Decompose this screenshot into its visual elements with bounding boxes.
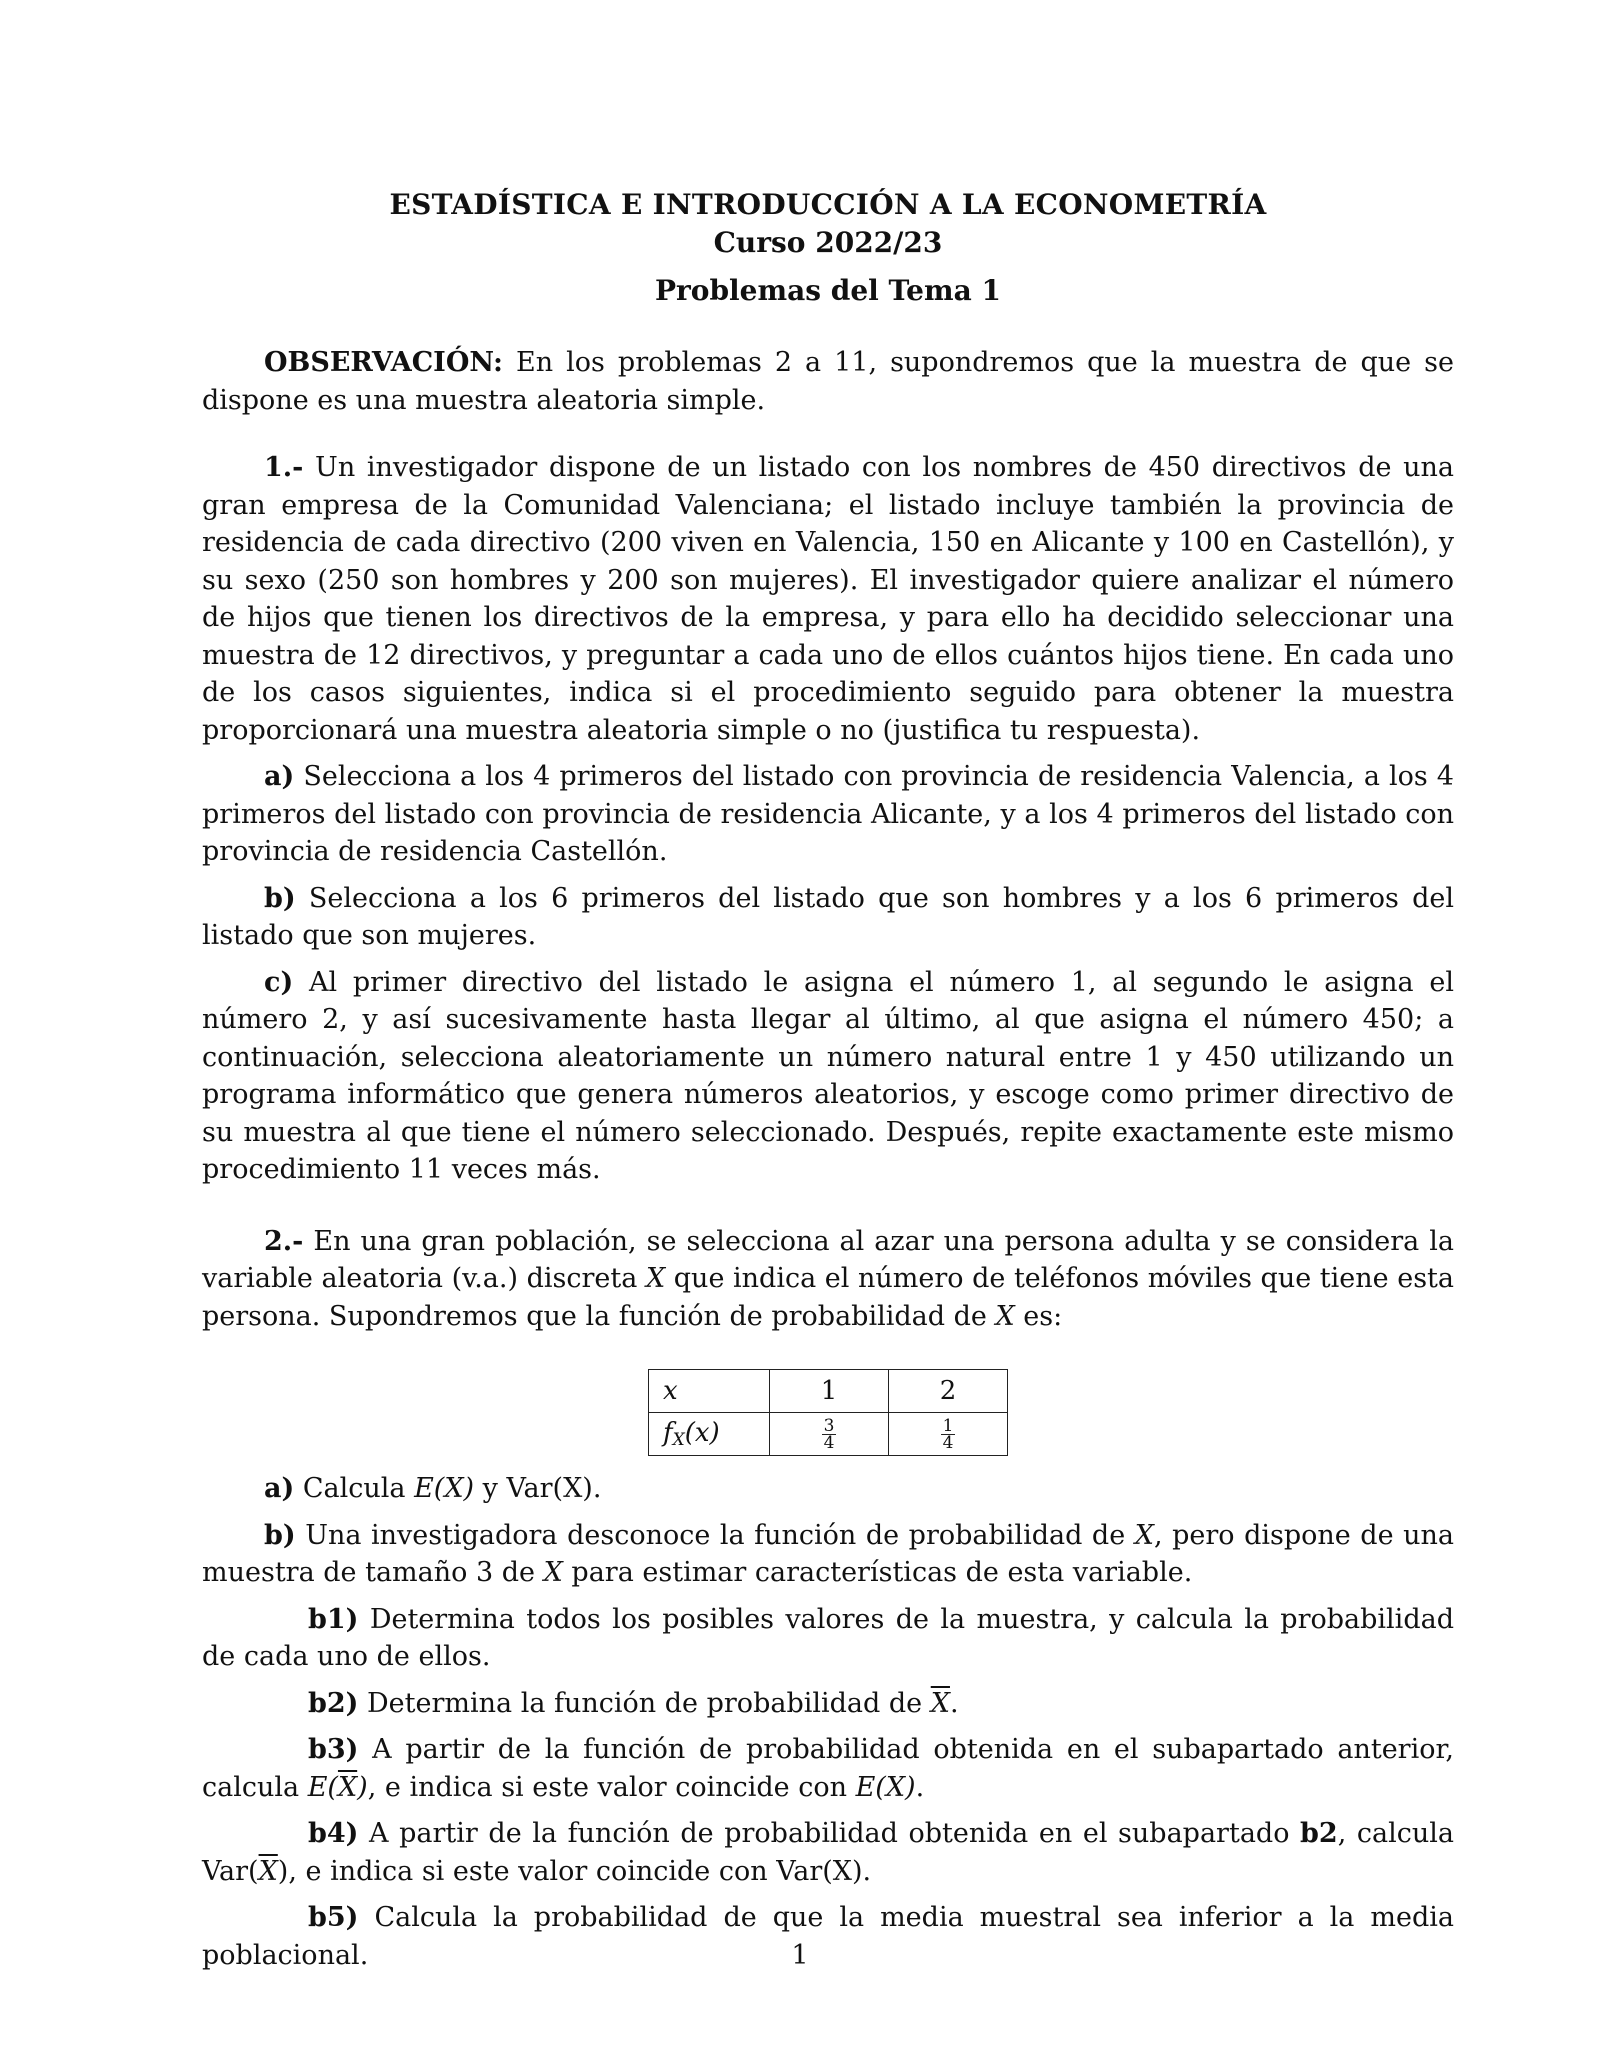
sample-mean-symbol: $\overline{X}$ xyxy=(258,1855,278,1887)
sample-mean-symbol: $\overline{X}$ xyxy=(337,1771,358,1803)
item-text: Selecciona a los 6 primeros del listado que son hombres y a los 6 primeros del listado que son mujeres. xyxy=(202,882,1454,951)
expectation-close: ) xyxy=(357,1771,368,1803)
table-row xyxy=(649,1370,1008,1413)
fraction-denominator: 4 xyxy=(823,1432,835,1453)
sample-mean-symbol: $\overline{X}$ xyxy=(930,1687,950,1719)
item-text: , e indica si este valor coincide con xyxy=(367,1771,856,1803)
fraction-numerator: 1 xyxy=(942,1415,954,1436)
item-text: . xyxy=(915,1771,925,1803)
variable-x: X xyxy=(645,1263,666,1294)
problem-2-item-b2 xyxy=(202,1685,1454,1723)
page-content xyxy=(202,186,1454,1974)
variable-x: X xyxy=(543,1557,563,1588)
document-title: ESTADÍSTICA E INTRODUCCIÓN A LA ECONOMETRÍA xyxy=(389,188,1267,221)
problem-1-item-a xyxy=(202,758,1454,871)
item-text: Una investigadora desconoce la función de probabilidad de xyxy=(295,1519,1135,1551)
item-text: , calcula xyxy=(1337,1818,1454,1849)
variance-expression: Var(X) xyxy=(506,1473,593,1504)
item-label: b1) xyxy=(308,1603,359,1635)
item-text: A partir de la función de probabilidad obtenida en el subapartado xyxy=(358,1818,1301,1849)
expectation-open: E( xyxy=(307,1771,338,1803)
problem-2-text: En una gran población, se selecciona al azar una persona adulta y se considera la variable aleatoria (v.a.) discreta xyxy=(202,1225,1454,1294)
table-header-fx xyxy=(649,1413,770,1456)
item-label: a) xyxy=(264,761,295,792)
item-text: . xyxy=(592,1473,602,1504)
item-label: b) xyxy=(264,1519,296,1551)
fx-subscript: X xyxy=(672,1430,685,1450)
item-text: y xyxy=(474,1473,507,1504)
problem-2-item-b1 xyxy=(202,1601,1454,1676)
problem-1-item-c xyxy=(202,964,1454,1189)
subsection-reference: b2 xyxy=(1300,1818,1338,1849)
table-cell xyxy=(889,1413,1008,1456)
item-text: . xyxy=(949,1687,959,1719)
item-label: b3) xyxy=(308,1734,359,1765)
item-label: b2) xyxy=(308,1687,359,1719)
fraction xyxy=(941,1415,956,1453)
item-label: b) xyxy=(264,882,296,914)
probability-table xyxy=(648,1369,1008,1456)
item-text: Determina todos los posibles valores de la muestra, y calcula la probabilidad de cada uno de ellos. xyxy=(202,1603,1454,1672)
item-text: Selecciona a los 4 primeros del listado con provincia de residencia Valencia, a los 4 primeros del listado con provincia de residencia Alicante, y a los 4 primeros del listado con provincia de residencia Castellón. xyxy=(202,761,1454,867)
variance-open: Var( xyxy=(202,1855,259,1887)
item-label: b4) xyxy=(308,1818,359,1849)
fraction xyxy=(822,1415,837,1453)
fraction-denominator: 4 xyxy=(942,1432,954,1453)
problem-1-item-b xyxy=(202,880,1454,955)
item-text: para estimar características de esta variable. xyxy=(562,1557,1193,1588)
variable-x: X xyxy=(995,1300,1015,1332)
table-row xyxy=(649,1413,1008,1456)
table-header-x: x xyxy=(649,1370,770,1413)
item-text: . xyxy=(862,1855,872,1887)
expectation-expression: E(X) xyxy=(855,1771,916,1803)
problem-1-number: 1.- xyxy=(264,452,304,483)
item-label: a) xyxy=(264,1473,295,1504)
table-cell: 2 xyxy=(889,1370,1008,1413)
table-cell xyxy=(770,1413,889,1456)
item-text: Determina la función de probabilidad de xyxy=(358,1687,931,1719)
page-number: 1 xyxy=(791,1940,809,1971)
problem-1-text: Un investigador dispone de un listado con los nombres de 450 directivos de una gran empresa de la Comunidad Valenciana; el listado incluye también la provincia de residencia de cada directivo (200 viven en Valencia, 150 en Alicante y 100 en Castellón), y su sexo (250 son hombres y 200 son mujeres). El investigador quiere analizar el número de hijos que tienen los directivos de la empresa, y para ello ha decidido seleccionar una muestra de 12 directivos, y preguntar a cada uno de ellos cuántos hijos tiene. En cada uno de los casos siguientes, indica si el procedimiento seguido para obtener la muestra proporcionará una muestra aleatoria simple o no (justifica tu respuesta). xyxy=(202,452,1454,746)
problem-2-item-b xyxy=(202,1517,1454,1592)
table-cell: 1 xyxy=(770,1370,889,1413)
problem-1-statement xyxy=(202,449,1454,749)
document-subtitle: Problemas del Tema 1 xyxy=(654,274,1001,307)
observation-label: OBSERVACIÓN: xyxy=(264,347,504,378)
problem-2-text: es: xyxy=(1014,1300,1063,1332)
variance-close: ) xyxy=(277,1855,289,1887)
expectation-expression: E(X) xyxy=(414,1473,475,1504)
item-text: A partir de la función de probabilidad obtenida en el subapartado anterior, calcula xyxy=(202,1734,1454,1803)
problem-2-item-a xyxy=(202,1470,1454,1508)
problem-2-text: que indica el número de teléfonos móviles que tiene esta persona. Supondremos que la función de probabilidad de xyxy=(202,1263,1454,1332)
item-text: Al primer directivo del listado le asigna el número 1, al segundo le asigna el número 2, y así sucesivamente hasta llegar al último, al que asigna el número 450; a continuación, selecciona aleatoriamente un número natural entre 1 y 450 utilizando un programa informático que genera números aleatorios, y escoge como primer directivo de su muestra al que tiene el número seleccionado. Después, repite exactamente este mismo procedimiento 11 veces más. xyxy=(202,966,1454,1185)
problem-2-number: 2.- xyxy=(264,1225,304,1257)
problem-2-item-b3 xyxy=(202,1731,1454,1806)
item-text: Calcula xyxy=(294,1473,415,1504)
observation-paragraph xyxy=(202,344,1454,419)
problem-2-statement xyxy=(202,1223,1454,1336)
item-label: c) xyxy=(264,966,294,998)
problem-2-item-b4 xyxy=(202,1815,1454,1890)
variable-x: X xyxy=(1134,1519,1154,1551)
fraction-numerator: 3 xyxy=(823,1415,835,1436)
item-text: , pero dispone de una muestra de tamaño 3 de xyxy=(202,1519,1454,1588)
observation-text: En los problemas 2 a 11, supondremos que la muestra de que se dispone es una muestra aleatoria simple. xyxy=(202,347,1454,416)
course-label: Curso 2022/23 xyxy=(713,226,943,259)
fx-symbol: f xyxy=(663,1418,673,1448)
item-text: Calcula la probabilidad de que la media muestral sea inferior a la media poblacional. xyxy=(202,1902,1454,1971)
item-text: , e indica si este valor coincide con xyxy=(288,1855,777,1887)
item-label: b5) xyxy=(308,1902,359,1933)
variance-expression: Var(X) xyxy=(776,1855,863,1887)
fx-argument: (x) xyxy=(684,1418,720,1448)
